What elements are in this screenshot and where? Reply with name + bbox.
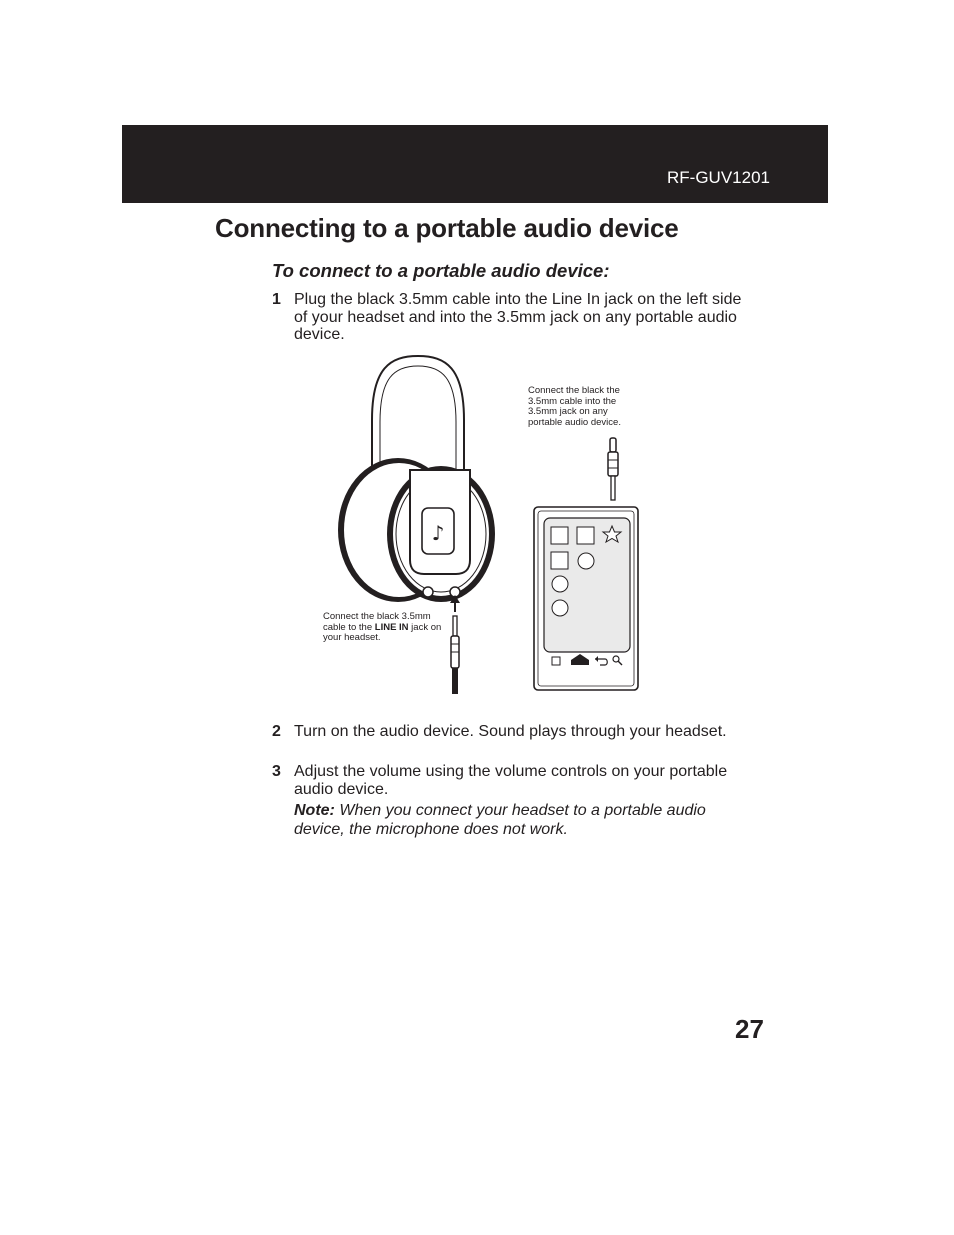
app-icon — [552, 576, 568, 592]
callout-headset — [323, 612, 443, 644]
device-plug — [608, 438, 618, 500]
step-text: Turn on the audio device. Sound plays through your headset. — [294, 723, 727, 740]
model-number: RF-GUV1201 — [667, 168, 770, 187]
callout-headset-bold: LINE IN — [374, 621, 409, 633]
app-icon — [577, 527, 594, 544]
app-icon — [552, 600, 568, 616]
note-label: Note: — [294, 802, 335, 819]
step-3 — [272, 763, 752, 798]
step-2 — [272, 723, 752, 741]
app-icon — [551, 552, 568, 569]
note-text: When you connect your headset to a portable audio device, the microphone does not work. — [294, 802, 706, 838]
step-text: Adjust the volume using the volume controls on your portable audio device. — [294, 763, 728, 798]
app-icon — [578, 553, 594, 569]
page-title: Connecting to a portable audio device — [215, 213, 679, 243]
step-number: 2 — [272, 723, 281, 740]
svg-text:♪: ♪ — [431, 521, 445, 545]
step-text: Plug the black 3.5mm cable into the Line In jack on the left side of your headset and into the 3.5mm jack on any portable audio device. — [294, 291, 742, 343]
mic-jack — [423, 587, 433, 597]
step-number: 1 — [272, 291, 281, 308]
app-icon — [551, 527, 568, 544]
menu-button-icon — [552, 657, 560, 665]
page-number: 27 — [735, 1014, 764, 1044]
callout-headset-text: Connect the black 3.5mm cable to the — [323, 611, 431, 633]
section-subheading: To connect to a portable audio device: — [272, 260, 610, 281]
step-number: 3 — [272, 763, 281, 780]
callout-device: Connect the black the 3.5mm cable into the 3.5mm jack on any portable audio device. — [528, 385, 621, 428]
headset-plug — [451, 616, 459, 694]
callout-headset-text-end: jack on your headset. — [323, 621, 442, 643]
note — [294, 802, 754, 839]
portable-device — [534, 507, 638, 690]
